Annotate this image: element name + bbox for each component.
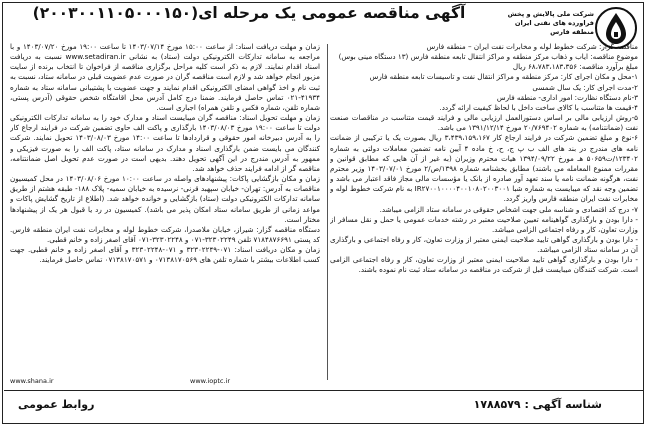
right-paragraph: ۳-نام دستگاه نظارت: امور اداری- منطقه فارس	[496, 92, 638, 102]
right-paragraph: - دارا بودن و بارگذاری گواهی تایید صلاحیت ایمنی معتبر از وزارت تعاون، کار و رفاه اجتماعی الزامی است. شرکت کنندگان میبایست قبل از شرکت در مناقصه در سامانه ستاد ثبت نام نموده باشند.	[330, 255, 638, 275]
right-paragraph: - دارا بودن و بارگذاری گواهینامه تعیین صلاحیت معتبر در رشته خدمات عمومی یا حمل و نقل مسافر از وزارت تعاون، کار و رفاه اجتماعی الزامی میباشد.	[330, 214, 638, 234]
left-paragraph: زمان و مهلت تحویل اسناد: مناقصه گران میبایست اسناد و مدارک خود را به سامانه تدارکات الکترونیکی دولت تا ساعت ۱۹:۰۰ مورخ ۱۴۰۳/۰۸/۰۳ بارگذاری و پاکت الف حاوی تضمین شرکت در فرایند ارجاع کار را به آدرس دبیرخانه امور حقوقی و قراردادها تا ساعت ۱۴:۰۰ مورخ ۱۴۰۳/۰۸/۰۳ تحویل نمایند. شرکت کنندگان می بایست ضمن بارگذاری اسناد و مدارک در سامانه ستاد، پاکت الف را به صورت فیزیکی و ممهور به آدرس مندرج در این آگهی تحویل دهند. بدیهی است در صورت عدم تحویل اصل ضمانتنامه، مناقصه گر از ادامه فرایند حذف خواهد شد.	[10, 113, 320, 173]
right-paragraph: مناقصه گزار: شرکت خطوط لوله و مخابرات نفت ایران – منطقه فارس	[426, 42, 638, 51]
right-paragraph: ۴-قیمت ها متناسب با کالای ساخت داخل با لحاظ کیفیت ارائه گردد.	[439, 102, 638, 112]
company-name-line: شرکت ملی پالایش و پخش فراورده های نفتی ایران	[507, 10, 594, 27]
website-links	[10, 377, 310, 387]
footer-divider	[4, 390, 644, 391]
right-column	[330, 42, 638, 384]
notice-footer	[6, 393, 642, 419]
right-paragraph: ۶-نوع و مبلغ تضمین شرکت در فرایند ارجاع کار ۳،۴۳۹،۱۵۹،۱۶۷ ریال بصورت یک یا ترکیبی از ضمانت نامه های مندرج در بند های الف ب پ ج، ح، خ ماده ۴ آیین نامه تضمین معاملات دولتی به شماره ۱۲۳۴۰۲/ت۵۰۶۵۹ هـ مورخ ۱۳۹۴/۰۹/۲۲ هیات محترم وزیران (به غیر از آن هایی که مطابق قوانین و مقررات ممنوع المعامله می باشند) مطابق بخشنامه شماره ۱۳۹۸/ص/۲ مورخ ۱۴۰۳/۰۷/۰۱ وزیر محترم نفت، هرگونه ضمانت نامه یا سند تعهد آور صادره از بانک یا مؤسسات مالی مجاز فاقد اعتبار می باشد و تضمین وجه نقد که میبایست به شماره شبا IR۲۷۰۰۱۰۰۰۰۴۰۰۱۰۸۰۲۰۰۳۰۰۱ به نام شرکت خطوط لوله و مخابرات نفت ایران منطقه فارس واریز گردد.	[330, 133, 638, 204]
notice-body	[6, 42, 642, 384]
left-paragraph: زمان و مهلت دریافت اسناد: از ساعت ۱۵:۰۰ مورخ ۱۴۰۳/۰۷/۱۴ تا ساعت ۱۹:۰۰ مورخ ۱۴۰۳/۰۷/۲۰ و با مراجعه به سامانه تدارکات الکترونیکی دولت (ستاد) به نشانی www.setadiran.ir نسبت به دریافت اسناد اقدام نمایند. لازم به ذکر است کلیه مراحل برگزاری مناقصه از فراخوان تا انتخاب برنده از سایت مزبور انجام خواهد شد و لازم است مناقصه گران در صورت عدم عضویت قبلی در سامانه ستاد، نسبت به ثبت نام و اخذ گواهی امضای الکترونیکی اقدام نمایند و جهت عضویت با پشتیبانی سامانه ستاد به شماره ۴۱۹۳۴-۰۲۱ تماس حاصل فرمایند. ضمنا درج کامل آدرس محل اقامتگاه شخص حقوقی (آدرس پستی، شماره تلفن، شماره فکس و تلفن همراه) اجباری است.	[10, 42, 320, 112]
right-paragraph: ۱-محل و مکان اجرای کار: مرکز منطقه و مراکز انتقال نفت و تاسیسات تابعه منطقه فارس	[369, 72, 638, 82]
public-relations-label: روابط عمومی	[18, 398, 95, 411]
notice-id: شناسه آگهی : ۱۷۸۸۵۷۹	[473, 398, 602, 411]
left-paragraph: زمان و مکان دریافت اسناد: ۰۷۱-۳۲۳۰۲۲۴۹ و ۰۷۱-۳۲۳۰۲۲۴۸ و آقای اصغر زاده و خانم قطبی. جهت کسب اطلاعات بیشتر با شماره تلفن های ۰۷۱۳۸۱۷۰۵۶۹ و ۰۷۱۳۸۱۷۰۵۷۱ تماس حاصل فرمایند.	[10, 245, 320, 265]
left-column	[10, 42, 320, 384]
shana-website-link[interactable]: www.shana.ir	[10, 377, 54, 385]
company-region-line: منطقه فارس	[550, 28, 594, 36]
column-divider	[327, 44, 328, 380]
right-paragraph: ۲-مدت اجرای کار: یک سال شمسی	[532, 82, 638, 92]
right-paragraph: موضوع مناقصه: ایاب و ذهاب مرکز منطقه و مراکز انتقال تابعه منطقه فارس (۱۳ دستگاه مینی بوس)	[338, 52, 638, 62]
right-paragraph: مبلغ برآورد مناقصه: ۶۸،۷۸۳،۱۸۳،۳۵۶ ریال	[512, 62, 638, 72]
right-paragraph: - دارا بودن و بارگذاری گواهی تایید صلاحیت ایمنی معتبر از وزارت تعاون، کار و رفاه اجتماعی و بارگذاری آن در سامانه ستاد الزامی میباشد.	[330, 234, 638, 255]
notice-title: آگهی مناقصه عمومی یک مرحله ای(۲۰۰۳۰۰۱۱۰۵۰۰۰۱۵۰)	[32, 4, 466, 22]
ioptc-website-link[interactable]: www.ioptc.ir	[190, 377, 230, 385]
left-paragraph: زمان و مکان بازگشایی پاکات: پیشنهادهای واصله در ساعت ۱۰:۰۰ مورخ ۱۴۰۳/۰۸/۰۶ در محل کمیسیون مناقصات به آدرس: تهران- خیابان سپهبد قرنی- نرسیده به خیابان سمیه- پلاک ۱۸۸- طبقه هشتم از طریق سامانه تدارکات الکترونیکی دولت (ستاد) بازگشایی و خوانده خواهد شد. (اطلاع از تاریخ گشایش پاکات و مواعد زمانی از طریق سامانه ستاد امکان پذیر می باشد). کمیسیون در رد یا قبول هر یک از پیشنهادها مختار است.	[10, 174, 320, 224]
right-paragraph: ۵-روش ارزیابی مالی بر اساس دستورالعمل ارزیابی مالی و فرایند قیمت متناسب در مناقصات صنعت نفت (ضمانتنامه) به شماره ۲۰/۷۶۹۴۰۲ مورخ ۱۳۹۱/۱۲/۱۴ می باشد.	[330, 113, 638, 133]
left-paragraph: دستگاه مناقصه گزار: شیراز، خیابان ملاصدرا، شرکت خطوط لوله و مخابرات نفت ایران منطقه فارس. کد پستی ۷۱۸۴۸۷۶۶۹۱ تلفن ۳۲۳۰۲۲۴۹-۰۷۱ و ۳۲۳۰۲۲۴۸-۰۷۱ آقای اصغر زاده و خانم قطبی.	[10, 224, 320, 244]
company-name	[490, 10, 594, 37]
right-paragraph: ۷- درج کد اقتصادی و شناسه ملی جهت اشخاص حقوقی در سامانه ستاد الزامی میباشد.	[379, 204, 638, 214]
